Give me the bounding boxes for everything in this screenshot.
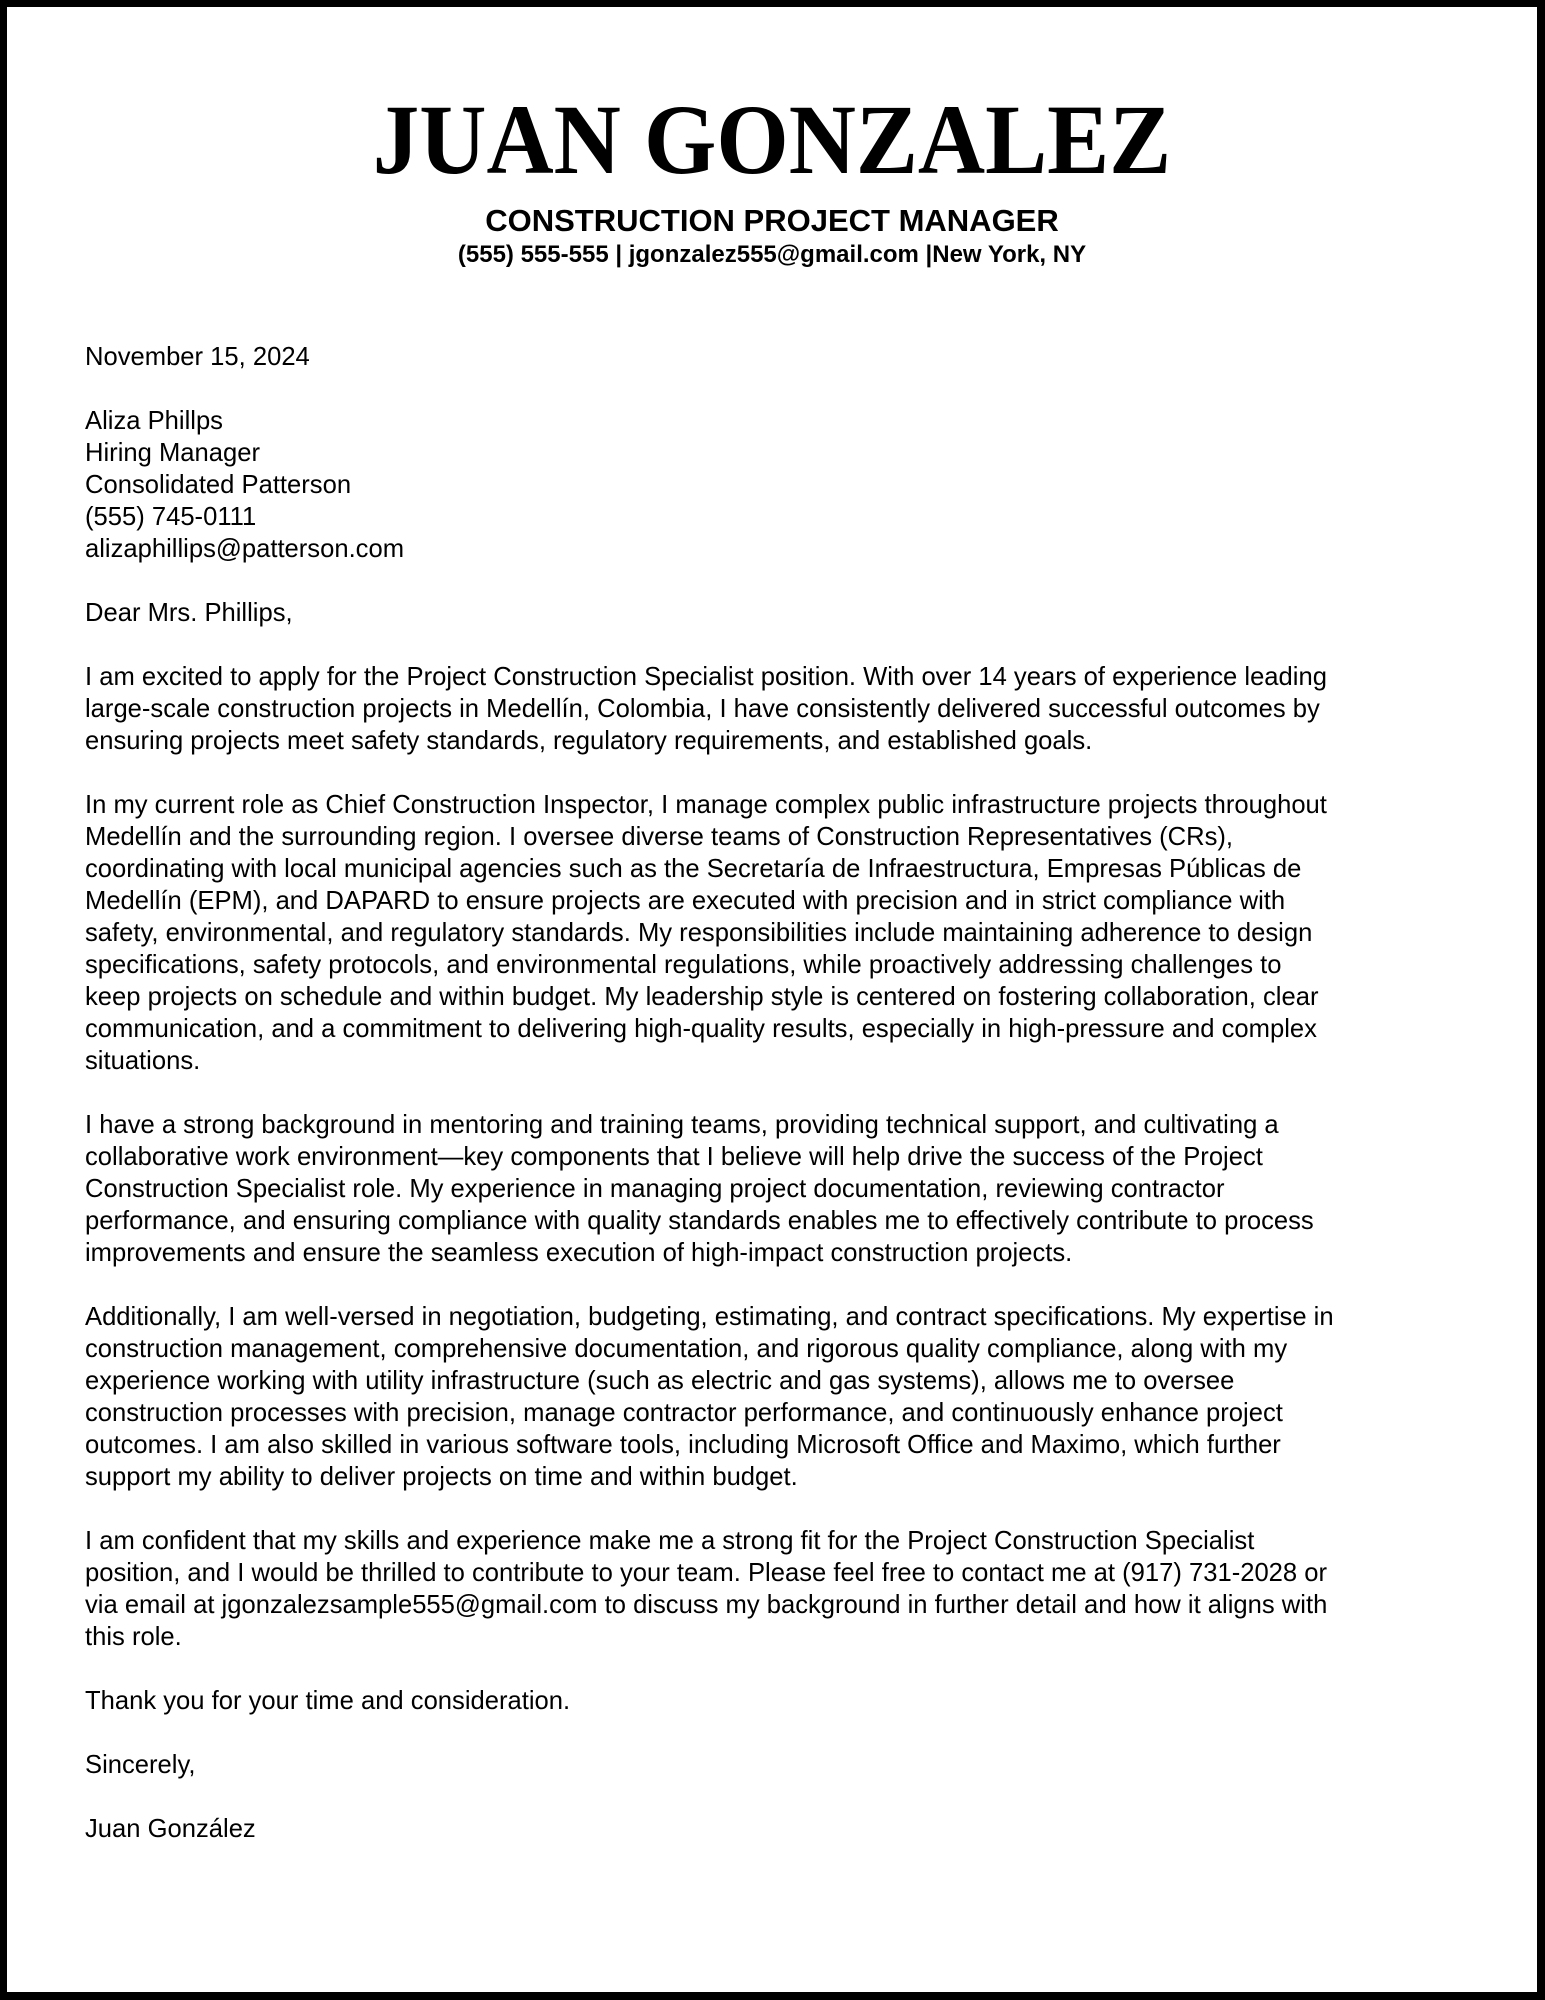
applicant-name: JUAN GONZALEZ: [372, 84, 1172, 195]
letter-thanks: Thank you for your time and consideration.: [85, 1687, 571, 1715]
paragraph-line: I have a strong background in mentoring and training teams, providing technical support, and cultivating a: [85, 1111, 1279, 1139]
paragraph-skills: [85, 1301, 1485, 1493]
recipient-address-block: [85, 405, 1485, 565]
paragraph-line: situations.: [85, 1047, 201, 1075]
letter-greeting: Dear Mrs. Phillips,: [85, 599, 293, 627]
paragraph-intro: [85, 661, 1485, 757]
paragraph-line: I am confident that my skills and experience make me a strong fit for the Project Construction Specialist: [85, 1527, 1255, 1555]
paragraph-line: experience working with utility infrastructure (such as electric and gas systems), allows me to oversee: [85, 1367, 1235, 1395]
paragraph-line: position, and I would be thrilled to contribute to your team. Please feel free to contact me at (917) 731-2028 or: [85, 1559, 1328, 1587]
recipient-company: Consolidated Patterson: [85, 471, 352, 499]
paragraph-line: Medellín (EPM), and DAPARD to ensure projects are executed with precision and in strict compliance with: [85, 887, 1286, 915]
paragraph-mentoring: [85, 1109, 1485, 1269]
recipient-email: alizaphillips@patterson.com: [85, 535, 405, 563]
paragraph-line: improvements and ensure the seamless execution of high-impact construction projects.: [85, 1239, 1073, 1267]
paragraph-line: ensuring projects meet safety standards, regulatory requirements, and established goals.: [85, 727, 1093, 755]
paragraph-line: large-scale construction projects in Medellín, Colombia, I have consistently delivered successful outcomes by: [85, 695, 1320, 723]
thanks-block: [85, 1685, 1485, 1717]
letter-page: [7, 7, 1537, 1992]
paragraph-line: communication, and a commitment to delivering high-quality results, especially in high-pressure and complex: [85, 1015, 1317, 1043]
paragraph-line: specifications, safety protocols, and environmental regulations, while proactively addressing challenges to: [85, 951, 1282, 979]
closing-block: [85, 1749, 1485, 1781]
paragraph-line: outcomes. I am also skilled in various software tools, including Microsoft Office and Maximo, which further: [85, 1431, 1281, 1459]
letter-body: [85, 341, 1485, 1877]
paragraph-line: via email at jgonzalezsample555@gmail.com to discuss my background in further detail and how it aligns with: [85, 1591, 1328, 1619]
signature-block: [85, 1813, 1485, 1845]
applicant-contact-info: (555) 555-555 | jgonzalez555@gmail.com |New York, NY: [457, 241, 1087, 268]
letter-date-block: [85, 341, 1485, 373]
paragraph-line: safety, environmental, and regulatory standards. My responsibilities include maintaining adherence to design: [85, 919, 1313, 947]
applicant-job-title: CONSTRUCTION PROJECT MANAGER: [485, 203, 1059, 238]
paragraph-line: Additionally, I am well-versed in negotiation, budgeting, estimating, and contract specifications. My expertise in: [85, 1303, 1334, 1331]
paragraph-line: construction processes with precision, manage contractor performance, and continuously enhance project: [85, 1399, 1283, 1427]
paragraph-line: performance, and ensuring compliance with quality standards enables me to effectively contribute to process: [85, 1207, 1314, 1235]
greeting-block: [85, 597, 1485, 629]
paragraph-line: Medellín and the surrounding region. I oversee diverse teams of Construction Representatives (CRs),: [85, 823, 1234, 851]
paragraph-line: construction management, comprehensive documentation, and rigorous quality compliance, along with my: [85, 1335, 1288, 1363]
recipient-name: Aliza Phillps: [85, 407, 223, 435]
letter-closing: Sincerely,: [85, 1751, 196, 1779]
paragraph-line: this role.: [85, 1623, 182, 1651]
recipient-phone: (555) 745-0111: [85, 503, 257, 531]
paragraph-line: I am excited to apply for the Project Construction Specialist position. With over 14 years of experience leading: [85, 663, 1327, 691]
paragraph-current-role: [85, 789, 1485, 1077]
paragraph-line: keep projects on schedule and within budget. My leadership style is centered on fostering collaboration, clear: [85, 983, 1319, 1011]
recipient-title: Hiring Manager: [85, 439, 260, 467]
paragraph-closing-pitch: [85, 1525, 1485, 1653]
paragraph-line: coordinating with local municipal agencies such as the Secretaría de Infraestructura, Empresas Públicas de: [85, 855, 1302, 883]
paragraph-line: collaborative work environment—key components that I believe will help drive the success of the Project: [85, 1143, 1263, 1171]
letter-signature: Juan González: [85, 1815, 256, 1843]
paragraph-line: In my current role as Chief Construction Inspector, I manage complex public infrastructure projects throughout: [85, 791, 1327, 819]
paragraph-line: Construction Specialist role. My experience in managing project documentation, reviewing contractor: [85, 1175, 1225, 1203]
letter-date: November 15, 2024: [85, 343, 310, 371]
paragraph-line: support my ability to deliver projects on time and within budget.: [85, 1463, 798, 1491]
